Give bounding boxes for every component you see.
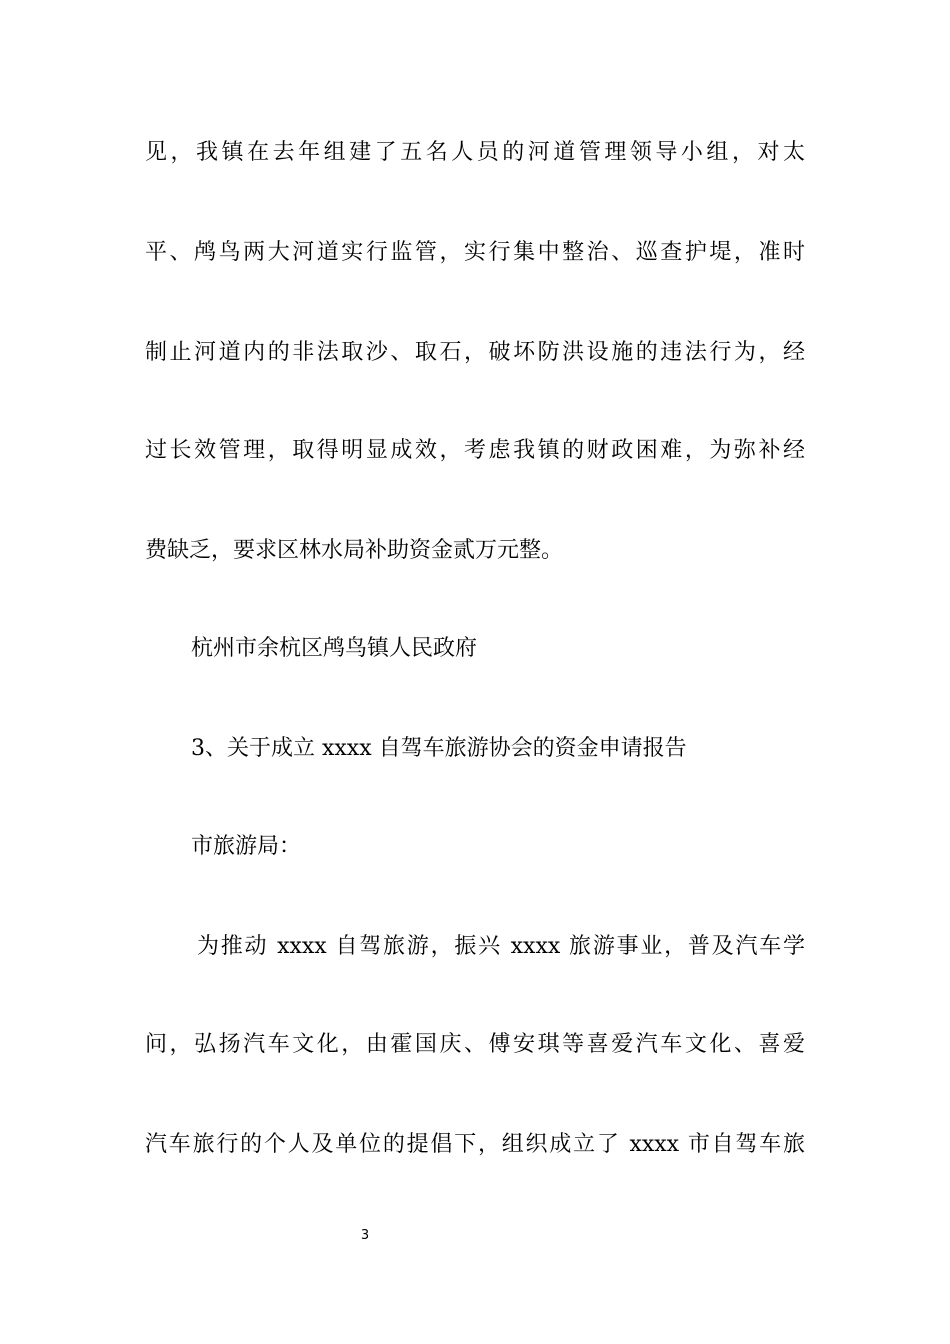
salutation: 市旅游局： [191,834,302,859]
paragraph-1-line-1: 见，我镇在去年组建了五名人员的河道管理领导小组，对太 [145,140,805,165]
paragraph-1-line-2: 平、鸬鸟两大河道实行监管，实行集中整治、巡查护堤，准时 [145,240,805,265]
section-heading: 3、关于成立 xxxx 自驾车旅游协会的资金申请报告 [191,736,687,761]
paragraph-2-line-2: 问，弘扬汽车文化，由霍国庆、傅安琪等喜爱汽车文化、喜爱 [145,1032,805,1057]
paragraph-2-line-1: 为推动 xxxx 自驾旅游，振兴 xxxx 旅游事业，普及汽车学 [197,934,805,959]
paragraph-1-line-5: 费缺乏，要求区林水局补助资金贰万元整。 [145,538,564,563]
page-number: 3 [360,1228,370,1243]
paragraph-1-line-4: 过长效管理，取得明显成效，考虑我镇的财政困难，为弥补经 [145,438,805,463]
signature: 杭州市余杭区鸬鸟镇人民政府 [191,636,478,661]
paragraph-1-line-3: 制止河道内的非法取沙、取石，破坏防洪设施的违法行为，经 [145,340,805,365]
paragraph-2-line-3: 汽车旅行的个人及单位的提倡下，组织成立了 xxxx 市自驾车旅 [145,1132,805,1157]
